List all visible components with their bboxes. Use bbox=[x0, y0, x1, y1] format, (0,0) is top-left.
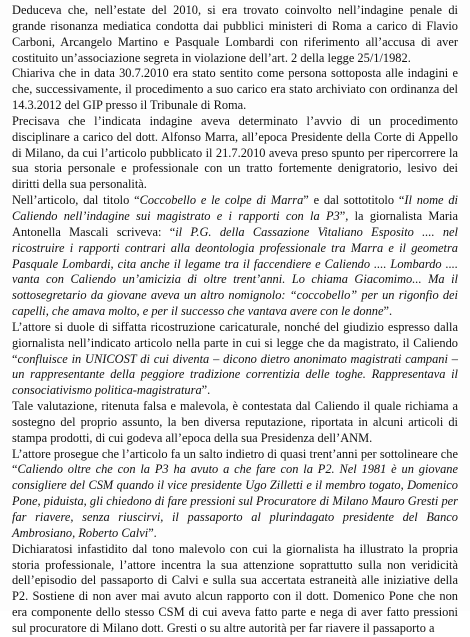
quoted-text: confluisce in UNICOST di cui diventa – dicono dietro anonimato magistrati campani – un rappresentante della peggiore tradizione correntizia delle toghe. Rappresentava il consociativismo politica-magistratura bbox=[12, 351, 458, 398]
body-text: Deduceva che, nell’estate del 2010, si era trovato coinvolto nell’indagine penale di grande risonanza mediatica condotta dai pubblici ministeri di Roma a carico di Flavio Carboni, Arcangelo Martino e Pasquale Lombardi con riferimento all’accusa di aver costituito un’associazione segreta in violazione dell’art. 2 della legge 25/1/1982. bbox=[12, 3, 458, 65]
body-text: Precisava che l’indicata indagine aveva determinato l’avvio di un procedimento disciplinare a carico del dott. Alfonso Marra, all’epoca Presidente della Corte di Appello di Milano, da cui l’articolo pubblicato il 21.7.2010 aveva preso spunto per ripercorrere la sua storia personale e professionale con un tratto fortemente denigratorio, lesivo dei diritti della sua personalità. bbox=[12, 113, 458, 192]
quoted-text: Caliendo oltre che con la P3 ha avuto a che fare con la P2. Nel 1981 è un giovane consigliere del CSM quando il vice presidente Ugo Zilletti e il membro togato, Domenico Pone, piduista, gli chiedono di fare pressioni sul Procuratore di Milano Mauro Gresti per far riavere, senza riuscirvi, il passaporto al plurindagato presidente del Banco Ambrosiano, Roberto Calvi bbox=[12, 462, 458, 540]
body-text: Dichiaratosi infastidito dal tono malevolo con cui la giornalista ha illustrato la propria storia professionale, l’attore incentra la sua attenzione soprattutto sulla non veridicità dell’episodio del passaporto di Calvi e sulla sua accertata estraneità alle iniziative della P2. Sostiene di non aver mai avuto alcun rapporto con il dott. Domenico Pone che non era componente dello stesso CSM di cui aveva fatto parte e nega di aver fatto pressioni sul procuratore di Milano dott. Gresti o su altre autorità per far riavere il passaporto a bbox=[12, 541, 458, 635]
paragraph bbox=[12, 399, 458, 447]
body-text: ”, la giornalista Maria Antonella Mascali scriveva: “ bbox=[12, 208, 458, 239]
paragraph bbox=[12, 66, 458, 114]
quoted-text: il P.G. della Cassazione Vitaliano Esposito .... nel ricostruire i rapporti contrari alla deontologia professionale tra Marra e il geometra Pasquale Lombardi, cita anche il legame tra il faccendiere e Caliendo .... Lombardo .... vanta con Caliendo un’amicizia di oltre trent’anni. Lo chiama Giacomimo... Ma il sottosegretario da giovane aveva un altro nomignolo: “coccobello” per un rigonfio dei capelli, che amava molto, e per il successo che vantava avere con le donne bbox=[12, 224, 458, 319]
body-text: ”. bbox=[383, 304, 393, 319]
paragraph bbox=[12, 3, 458, 66]
quoted-text: Il nome di Caliendo nell’indagine sui magistrato e i rapporti con la P3 bbox=[12, 193, 458, 223]
paragraph bbox=[12, 114, 458, 193]
body-text: ” e dal sottotitolo “ bbox=[303, 193, 405, 208]
body-text: ”. bbox=[201, 383, 211, 398]
body-text: L’attore prosegue che l’articolo fa un salto indietro di quasi trent’anni per sottolineare che “ bbox=[12, 446, 458, 477]
quoted-text: Coccobello e le colpe di Marra bbox=[139, 193, 304, 208]
body-text: Nell’articolo, dal titolo “ bbox=[12, 193, 140, 208]
body-text: L’attore si duole di siffatta ricostruzione caricaturale, nonché del giudizio espresso dalla giornalista nell’indicato articolo nella parte in cui si legge che da magistrato, il Caliendo “ bbox=[12, 319, 458, 366]
body-text: ”. bbox=[148, 525, 157, 540]
body-text: Tale valutazione, ritenuta falsa e malevola, è contestata dal Caliendo il quale richiama a sostegno del proprio assunto, la ben diversa reputazione, riportata in alcuni articoli di stampa prodotti, di cui godeva all’epoca della sua Presidenza dell’ANM. bbox=[12, 399, 458, 445]
body-text: Chiariva che in data 30.7.2010 era stato sentito come persona sottoposta alle indagini e che, successivamente, il procedimento a suo carico era stato archiviato con ordinanza del 14.3.2012 del GIP presso il Tribunale di Roma. bbox=[12, 66, 458, 113]
paragraph bbox=[12, 542, 458, 637]
paragraph bbox=[12, 193, 458, 320]
paragraph bbox=[12, 447, 458, 542]
paragraph bbox=[12, 320, 458, 399]
